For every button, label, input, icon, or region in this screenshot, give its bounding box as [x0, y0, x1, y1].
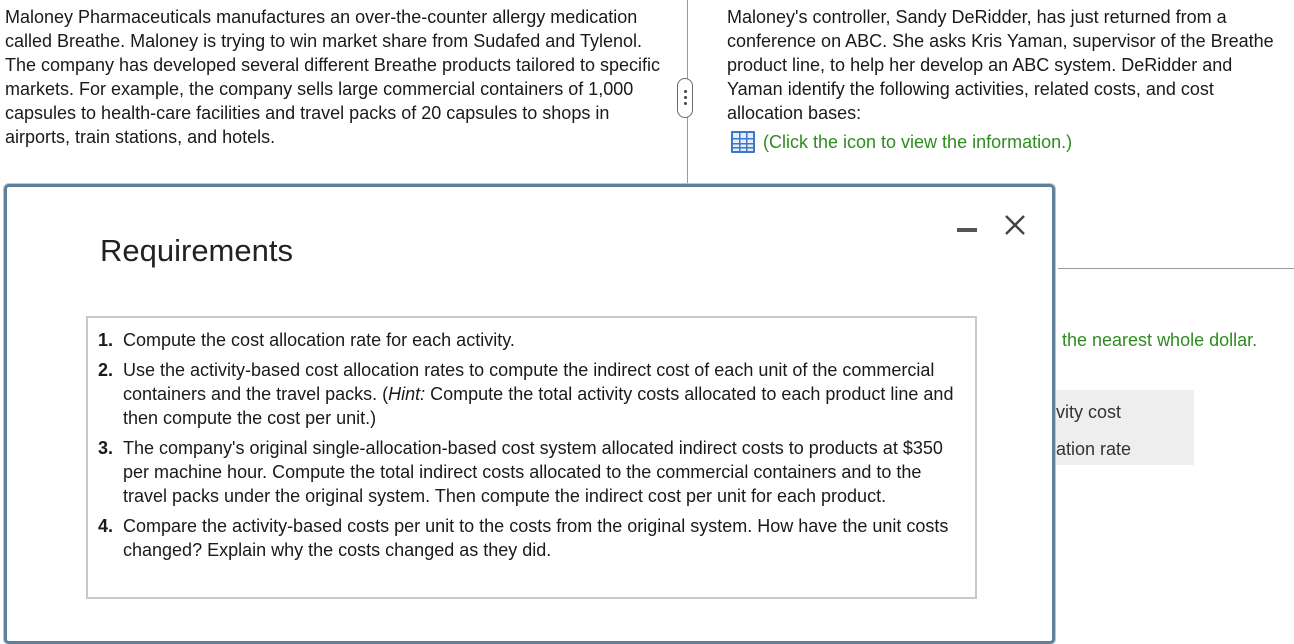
- requirement-hint-label: Hint:: [388, 384, 426, 404]
- requirement-text: [123, 438, 943, 506]
- view-information-link[interactable]: [731, 130, 1072, 154]
- handle-dot: [684, 102, 687, 105]
- background-divider: [1058, 268, 1294, 269]
- requirements-list: [98, 328, 958, 568]
- requirement-text: [123, 516, 948, 560]
- minimize-icon[interactable]: [957, 228, 977, 232]
- close-icon[interactable]: [1003, 213, 1027, 237]
- requirements-box: [86, 316, 977, 599]
- view-information-label: (Click the icon to view the information.): [763, 131, 1073, 152]
- requirement-item: [98, 358, 958, 430]
- requirement-text: [123, 330, 515, 350]
- requirements-dialog: [4, 184, 1055, 644]
- requirement-text-part: Compare the activity-based costs per unit to the costs from the original system. How have the unit costs changed? Explain why the costs changed as they did.: [123, 516, 949, 560]
- background-table-row: vity cost: [1056, 402, 1122, 422]
- background-instruction-text: the nearest whole dollar.: [1062, 330, 1258, 350]
- requirement-item: [98, 514, 958, 562]
- requirement-text-part: The company's original single-allocation-based cost system allocated indirect costs to products at $350 per machine hour. Compute the total indirect costs allocated to the commercial containers and to the travel packs under the original system. Then compute the indirect cost per unit for each product.: [123, 438, 943, 506]
- requirement-number: 3.: [98, 438, 114, 458]
- requirement-number: 1.: [98, 330, 114, 350]
- pane-resize-handle[interactable]: [677, 78, 693, 118]
- requirement-text-part: Compute the cost allocation rate for each activity.: [123, 330, 515, 350]
- requirement-text-part: Use the activity-based cost allocation rates to compute the indirect cost of each unit of the commercial containers and the travel packs. (: [123, 360, 935, 404]
- problem-context-text: Maloney's controller, Sandy DeRidder, has just returned from a conference on ABC. She asks Kris Yaman, supervisor of the Breathe product line, to help her develop an ABC system. DeRidder and Yaman identify the following activities, related costs, and cost allocation bases:: [727, 7, 1274, 123]
- requirement-text-part: Compute the total activity costs allocated to each product line and then compute the cost per unit.): [123, 384, 954, 428]
- background-answer-table: [1054, 390, 1194, 465]
- requirement-item: [98, 328, 958, 352]
- table-grid-icon[interactable]: [731, 131, 755, 153]
- dialog-title: Requirements: [100, 233, 293, 268]
- handle-dot: [684, 90, 687, 93]
- requirement-number: 4.: [98, 516, 114, 536]
- requirement-number: 2.: [98, 360, 114, 380]
- requirement-item: [98, 436, 958, 508]
- requirement-text: [123, 360, 953, 428]
- background-table-row: ation rate: [1056, 439, 1132, 459]
- handle-dot: [684, 96, 687, 99]
- problem-intro-text: Maloney Pharmaceuticals manufactures an over-the-counter allergy medication called Breathe. Maloney is trying to win market share from Sudafed and Tylenol. The company has developed several different Breathe products tailored to specific markets. For example, the company sells large commercial containers of 1,000 capsules to health-care facilities and travel packs of 20 capsules to shops in airports, train stations, and hotels.: [5, 7, 661, 147]
